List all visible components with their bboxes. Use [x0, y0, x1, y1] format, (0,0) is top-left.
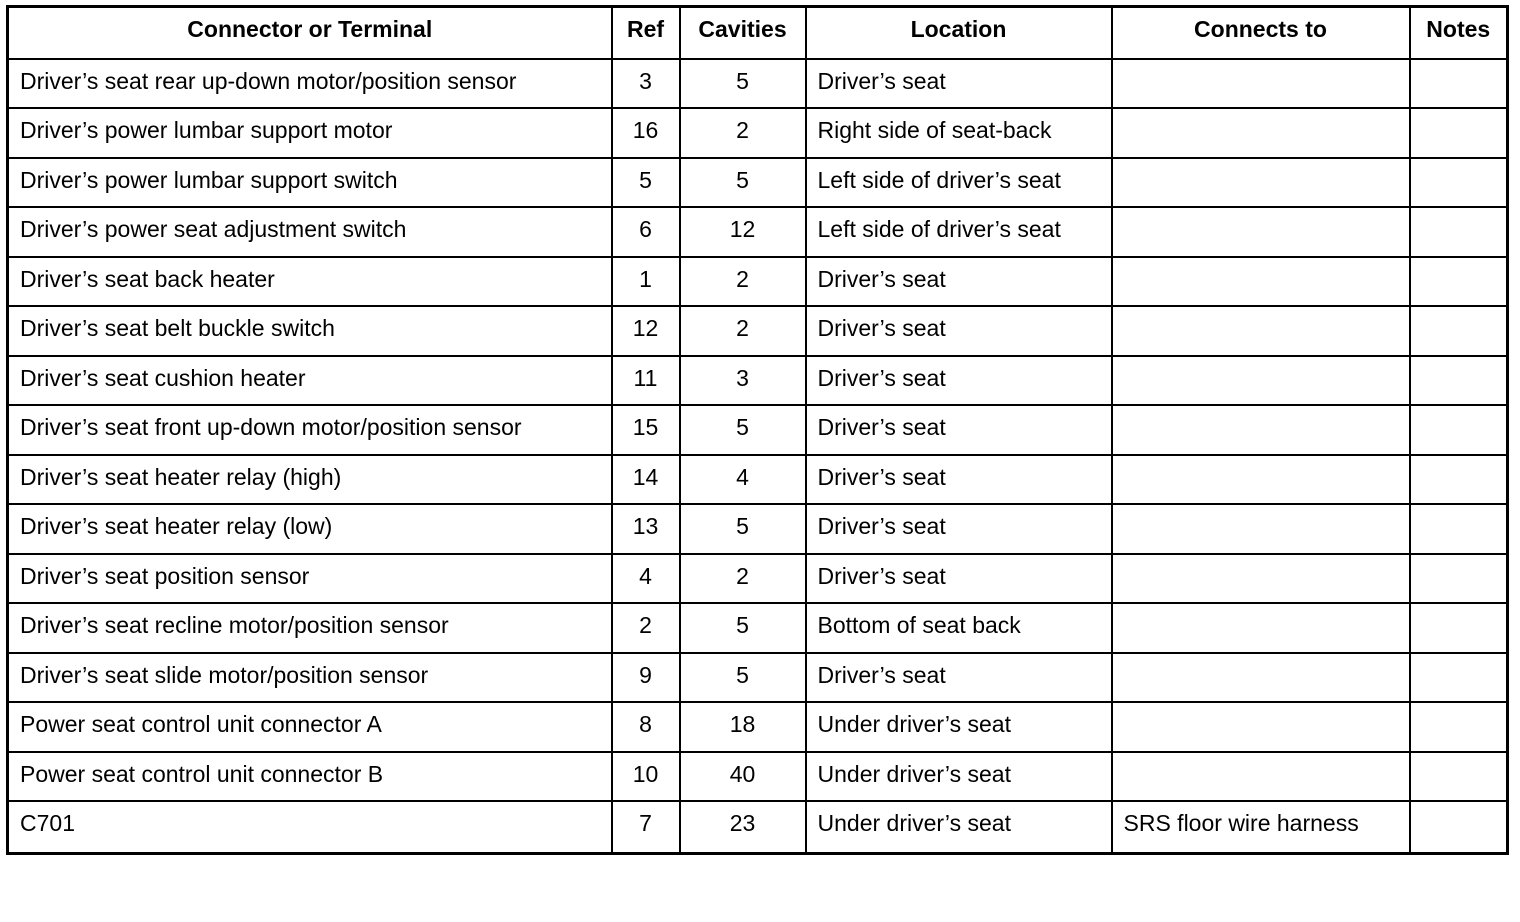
cell-notes — [1410, 306, 1508, 356]
cell-connects-to — [1112, 306, 1410, 356]
cell-ref: 13 — [612, 504, 680, 554]
cell-location: Driver’s seat — [806, 504, 1112, 554]
table-row — [8, 752, 1508, 802]
table-row — [8, 108, 1508, 158]
cell-ref: 10 — [612, 752, 680, 802]
table-row — [8, 158, 1508, 208]
cell-ref: 11 — [612, 356, 680, 406]
cell-ref: 16 — [612, 108, 680, 158]
cell-notes — [1410, 801, 1508, 853]
cell-connects-to — [1112, 752, 1410, 802]
cell-location: Under driver’s seat — [806, 801, 1112, 853]
table-row — [8, 455, 1508, 505]
cell-connector: Driver’s seat back heater — [8, 257, 612, 307]
cell-connects-to — [1112, 702, 1410, 752]
cell-location: Driver’s seat — [806, 455, 1112, 505]
cell-cavities: 4 — [680, 455, 806, 505]
cell-cavities: 23 — [680, 801, 806, 853]
cell-connects-to — [1112, 108, 1410, 158]
cell-notes — [1410, 653, 1508, 703]
cell-connector: Driver’s seat position sensor — [8, 554, 612, 604]
cell-connects-to — [1112, 653, 1410, 703]
cell-location: Driver’s seat — [806, 257, 1112, 307]
cell-cavities: 5 — [680, 158, 806, 208]
table-row — [8, 702, 1508, 752]
cell-notes — [1410, 554, 1508, 604]
cell-cavities: 2 — [680, 554, 806, 604]
cell-cavities: 2 — [680, 306, 806, 356]
header-connector: Connector or Terminal — [8, 7, 612, 59]
cell-location: Driver’s seat — [806, 306, 1112, 356]
cell-notes — [1410, 59, 1508, 109]
header-cavities: Cavities — [680, 7, 806, 59]
table-row — [8, 207, 1508, 257]
cell-ref: 15 — [612, 405, 680, 455]
table-row — [8, 306, 1508, 356]
cell-ref: 8 — [612, 702, 680, 752]
cell-connects-to — [1112, 455, 1410, 505]
cell-connector: Driver’s power seat adjustment switch — [8, 207, 612, 257]
header-row — [8, 7, 1508, 59]
cell-connector: Driver’s power lumbar support motor — [8, 108, 612, 158]
cell-cavities: 2 — [680, 257, 806, 307]
cell-notes — [1410, 752, 1508, 802]
header-ref: Ref — [612, 7, 680, 59]
cell-cavities: 40 — [680, 752, 806, 802]
cell-cavities: 18 — [680, 702, 806, 752]
table-row — [8, 554, 1508, 604]
cell-connector: Driver’s seat belt buckle switch — [8, 306, 612, 356]
cell-notes — [1410, 257, 1508, 307]
cell-cavities: 5 — [680, 405, 806, 455]
cell-connector: Driver’s seat slide motor/position sensor — [8, 653, 612, 703]
table-row — [8, 356, 1508, 406]
cell-location: Driver’s seat — [806, 653, 1112, 703]
cell-ref: 3 — [612, 59, 680, 109]
table-row — [8, 504, 1508, 554]
table-row — [8, 59, 1508, 109]
cell-connector: Driver’s power lumbar support switch — [8, 158, 612, 208]
cell-connects-to — [1112, 603, 1410, 653]
cell-connector: Driver’s seat recline motor/position sensor — [8, 603, 612, 653]
cell-ref: 14 — [612, 455, 680, 505]
cell-location: Driver’s seat — [806, 405, 1112, 455]
cell-location: Left side of driver’s seat — [806, 158, 1112, 208]
cell-connects-to — [1112, 356, 1410, 406]
cell-notes — [1410, 405, 1508, 455]
cell-connects-to — [1112, 504, 1410, 554]
cell-location: Right side of seat-back — [806, 108, 1112, 158]
cell-location: Under driver’s seat — [806, 702, 1112, 752]
cell-connects-to — [1112, 405, 1410, 455]
cell-connector: Power seat control unit connector A — [8, 702, 612, 752]
header-notes: Notes — [1410, 7, 1508, 59]
cell-notes — [1410, 702, 1508, 752]
cell-location: Bottom of seat back — [806, 603, 1112, 653]
cell-ref: 6 — [612, 207, 680, 257]
cell-notes — [1410, 455, 1508, 505]
header-location: Location — [806, 7, 1112, 59]
table-row — [8, 603, 1508, 653]
table-row — [8, 405, 1508, 455]
cell-connector: Driver’s seat heater relay (high) — [8, 455, 612, 505]
cell-connector: Driver’s seat front up-down motor/position sensor — [8, 405, 612, 455]
cell-connects-to — [1112, 257, 1410, 307]
cell-connects-to — [1112, 59, 1410, 109]
connector-table — [6, 5, 1509, 855]
cell-connects-to — [1112, 554, 1410, 604]
cell-notes — [1410, 158, 1508, 208]
table-header — [8, 7, 1508, 59]
cell-cavities: 12 — [680, 207, 806, 257]
cell-connector: Driver’s seat heater relay (low) — [8, 504, 612, 554]
cell-connects-to — [1112, 207, 1410, 257]
cell-location: Driver’s seat — [806, 356, 1112, 406]
table-row — [8, 801, 1508, 853]
cell-connects-to — [1112, 158, 1410, 208]
cell-cavities: 5 — [680, 603, 806, 653]
cell-ref: 12 — [612, 306, 680, 356]
table-body — [8, 59, 1508, 854]
cell-location: Driver’s seat — [806, 59, 1112, 109]
cell-notes — [1410, 108, 1508, 158]
cell-ref: 1 — [612, 257, 680, 307]
cell-cavities: 2 — [680, 108, 806, 158]
cell-ref: 5 — [612, 158, 680, 208]
cell-notes — [1410, 356, 1508, 406]
cell-connector: C701 — [8, 801, 612, 853]
cell-location: Driver’s seat — [806, 554, 1112, 604]
table-row — [8, 257, 1508, 307]
cell-ref: 9 — [612, 653, 680, 703]
cell-connects-to: SRS floor wire harness — [1112, 801, 1410, 853]
cell-cavities: 5 — [680, 59, 806, 109]
cell-cavities: 5 — [680, 504, 806, 554]
cell-cavities: 5 — [680, 653, 806, 703]
cell-location: Under driver’s seat — [806, 752, 1112, 802]
cell-location: Left side of driver’s seat — [806, 207, 1112, 257]
cell-connector: Driver’s seat cushion heater — [8, 356, 612, 406]
cell-notes — [1410, 504, 1508, 554]
cell-cavities: 3 — [680, 356, 806, 406]
cell-ref: 7 — [612, 801, 680, 853]
cell-ref: 2 — [612, 603, 680, 653]
header-connects-to: Connects to — [1112, 7, 1410, 59]
cell-notes — [1410, 603, 1508, 653]
table-row — [8, 653, 1508, 703]
cell-connector: Power seat control unit connector B — [8, 752, 612, 802]
cell-connector: Driver’s seat rear up-down motor/position sensor — [8, 59, 612, 109]
cell-notes — [1410, 207, 1508, 257]
cell-ref: 4 — [612, 554, 680, 604]
